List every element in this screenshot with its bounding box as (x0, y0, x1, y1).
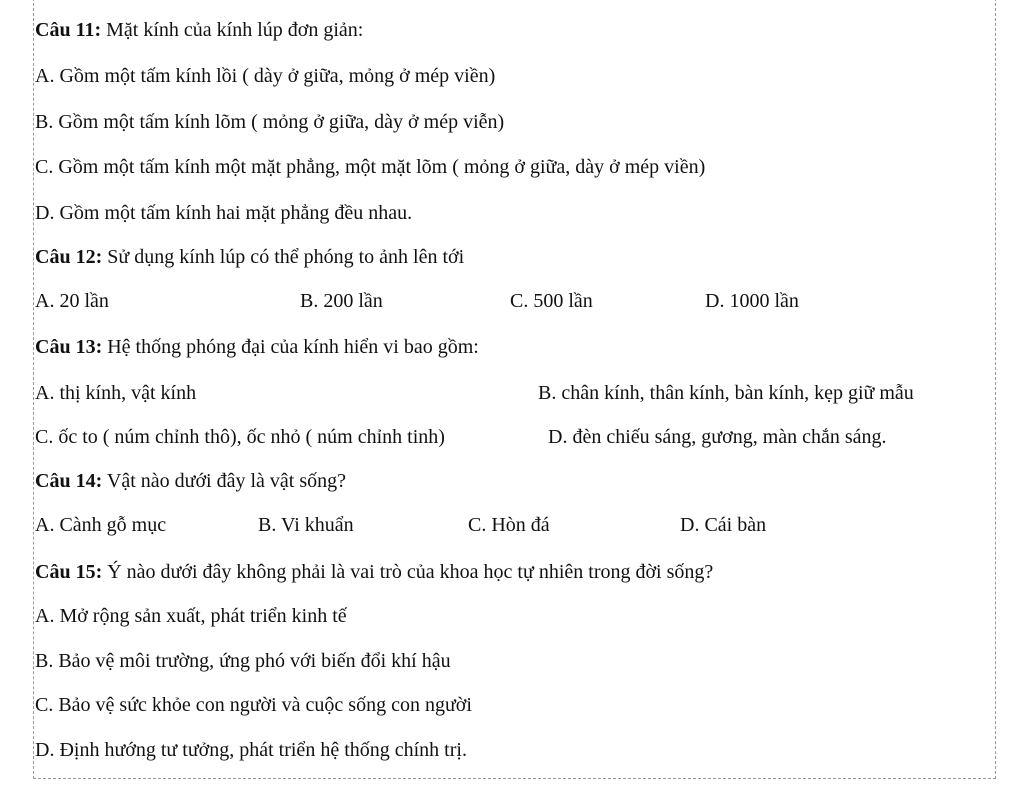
question-11-label: Câu 11: (35, 19, 102, 41)
question-13-option-d: D. đèn chiếu sáng, gương, màn chắn sáng. (548, 426, 887, 448)
question-15-option-b: B. Bảo vệ môi trường, ứng phó với biến đổi khí hậu (35, 650, 451, 672)
question-15-option-a: A. Mở rộng sản xuất, phát triển kinh tế (35, 605, 347, 627)
question-12-option-c: C. 500 lần (510, 290, 593, 312)
question-14 (35, 469, 346, 493)
question-14-option-c: C. Hòn đá (468, 514, 550, 536)
question-15 (35, 560, 713, 584)
question-12-option-b: B. 200 lần (300, 290, 383, 312)
question-14-label: Câu 14: (35, 470, 103, 492)
question-12-text: Sử dụng kính lúp có thể phóng to ảnh lên tới (102, 246, 465, 268)
question-12-option-d: D. 1000 lần (705, 290, 799, 312)
question-11-option-a: A. Gồm một tấm kính lồi ( dày ở giữa, mỏng ở mép viền) (35, 65, 496, 87)
question-12-option-a: A. 20 lần (35, 290, 109, 312)
question-15-option-c: C. Bảo vệ sức khỏe con người và cuộc sống con người (35, 694, 472, 716)
question-13-option-c: C. ốc to ( núm chỉnh thô), ốc nhỏ ( núm chỉnh tinh) (35, 426, 445, 448)
question-14-option-d: D. Cái bàn (680, 514, 767, 536)
question-13-label: Câu 13: (35, 336, 103, 358)
question-15-option-d: D. Định hướng tư tưởng, phát triển hệ thống chính trị. (35, 739, 467, 761)
question-12-label: Câu 12: (35, 246, 103, 268)
question-13-text: Hệ thống phóng đại của kính hiển vi bao gồm: (102, 336, 479, 358)
question-14-option-b: B. Vi khuẩn (258, 514, 354, 536)
question-13-option-b: B. chân kính, thân kính, bàn kính, kẹp giữ mẫu (538, 382, 914, 404)
question-13-option-a: A. thị kính, vật kính (35, 382, 197, 404)
question-14-text: Vật nào dưới đây là vật sống? (102, 470, 347, 492)
question-13 (35, 335, 479, 359)
question-11-option-d: D. Gồm một tấm kính hai mặt phẳng đều nhau. (35, 202, 413, 224)
question-11 (35, 18, 363, 42)
question-11-option-c: C. Gồm một tấm kính một mặt phẳng, một mặt lõm ( mỏng ở giữa, dày ở mép viền) (35, 156, 706, 178)
question-15-label: Câu 15: (35, 561, 103, 583)
question-11-text: Mặt kính của kính lúp đơn giản: (101, 19, 364, 41)
question-14-option-a: A. Cành gỗ mục (35, 514, 167, 536)
question-15-text: Ý nào dưới đây không phải là vai trò của khoa học tự nhiên trong đời sống? (102, 561, 714, 583)
question-12 (35, 245, 464, 269)
question-11-option-b: B. Gồm một tấm kính lõm ( mỏng ở giữa, dày ở mép viễn) (35, 111, 505, 133)
